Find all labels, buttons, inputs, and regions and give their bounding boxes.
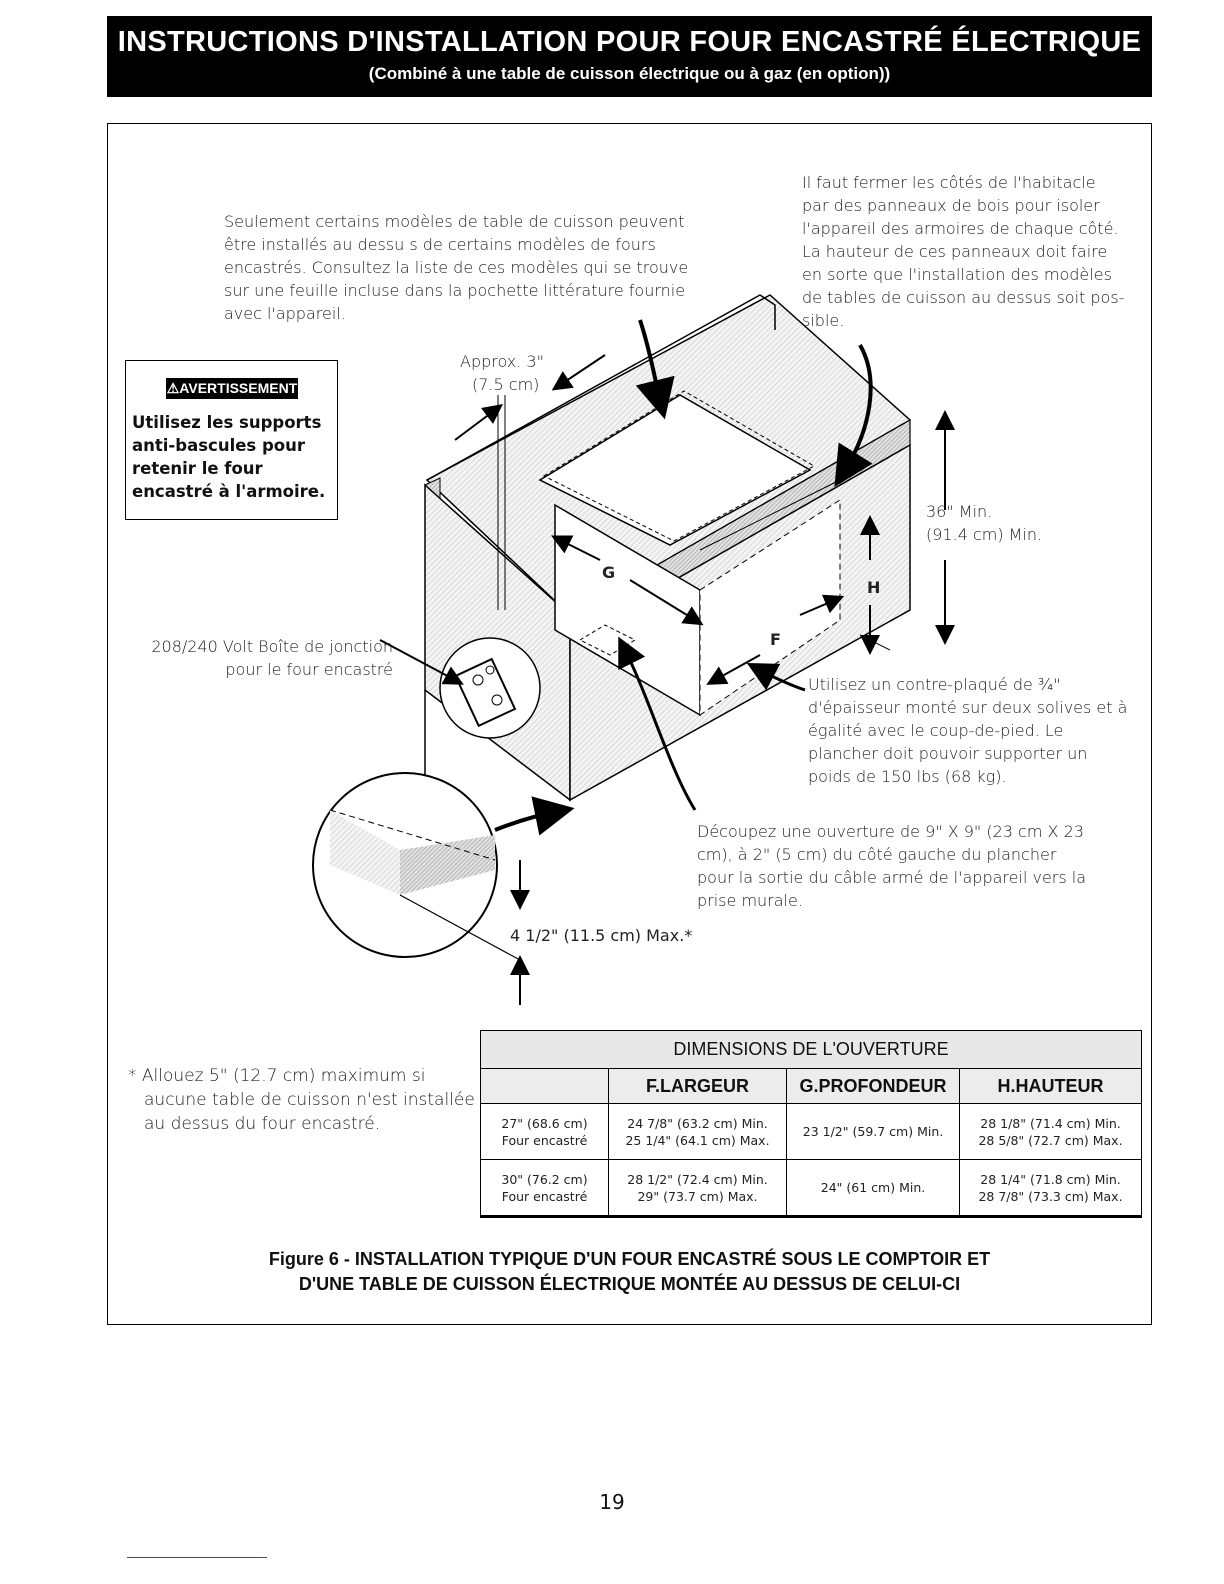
warning-badge: ⚠AVERTISSEMENT (166, 378, 298, 399)
column-header (481, 1069, 609, 1104)
warning-icon: ⚠ (166, 380, 180, 396)
table-row: 27" (68.6 cm) Four encastré 24 7/8" (63.2 cm) Min. 25 1/4" (64.1 cm) Max. 23 1/2" (59.7 cm) Min. 28 1/8" (71.4 cm) Min. 28 5/8" (72.7 cm) Max. (481, 1104, 1142, 1160)
dimensions-table (480, 1030, 1142, 1218)
figure-caption: Figure 6 - INSTALLATION TYPIQUE D'UN FOUR ENCASTRÉ SOUS LE COMPTOIR ET D'UNE TABLE DE CUISSON ÉLECTRIQUE MONTÉE AU DESSUS DE CELUI-CI (268, 1249, 991, 1294)
counter-height-dimension: 36" Min. (91.4 cm) Min. (926, 502, 1043, 544)
footnote: * Allouez 5" (12.7 cm) maximum si aucune table de cuisson n'est installée au dessus du four encastré. (128, 1066, 475, 1134)
column-header-width: F.LARGEUR (609, 1069, 787, 1104)
table-row: 30" (76.2 cm) Four encastré 28 1/2" (72.4 cm) Min. 29" (73.7 cm) Max. 24" (61 cm) Min. 28 1/4" (71.8 cm) Min. 28 7/8" (73.3 cm) Max. (481, 1160, 1142, 1217)
table-title: DIMENSIONS DE L'OUVERTURE (481, 1031, 1142, 1069)
footer-rule (127, 1557, 267, 1558)
page-number: 19 (599, 1490, 625, 1514)
page-subtitle: (Combiné à une table de cuisson électrique ou à gaz (en option)) (368, 64, 891, 83)
label-h: H (867, 578, 881, 597)
cooktop-models-note: Seulement certains modèles de table de cuisson peuvent être installés au dessu s de certains modèles de fours encastrés. Consultez la liste de ces modèles qui se trouve sur une feuille incluse dans la pochette littérature fournie avec l'appareil. (224, 212, 689, 323)
side-panels-note: Il faut fermer les côtés de l'habitacle par des panneaux de bois pour isoler l'appareil des armoires de chaque côté. La hauteur de ces panneaux doit faire en sorte que l'installation des modèles de tables de cuisson au dessus soit pos- sible. (802, 173, 1125, 330)
junction-box-note: 208/240 Volt Boîte de jonction pour le four encastré (151, 637, 393, 679)
junction-box-detail (440, 638, 540, 738)
cutout-note: Découpez une ouverture de 9" X 9" (23 cm X 23 cm), à 2" (5 cm) du côté gauche du plancher pour la sortie du câble armé de l'appareil vers la prise murale. (697, 822, 1087, 910)
warning-box (125, 360, 338, 520)
page-title: INSTRUCTIONS D'INSTALLATION POUR FOUR ENCASTRÉ ÉLECTRIQUE (117, 26, 1142, 58)
warning-text: Utilisez les supports anti-bascules pour retenir le four encastré à l'armoire. (132, 413, 326, 501)
plywood-note: Utilisez un contre-plaqué de ¾" d'épaisseur monté sur deux solives et à égalité avec le coup-de-pied. Le plancher doit pouvoir supporter un poids de 150 lbs (68 kg). (808, 675, 1128, 786)
toe-kick-detail (313, 773, 520, 1005)
label-f: F (770, 630, 781, 649)
column-header-height: H.HAUTEUR (960, 1069, 1142, 1104)
column-header-depth: G.PROFONDEUR (787, 1069, 960, 1104)
label-g: G (602, 563, 616, 582)
toe-kick-dimension: 4 1/2" (11.5 cm) Max.* (510, 926, 693, 945)
backsplash-dimension: Approx. 3" (7.5 cm) (460, 352, 544, 394)
